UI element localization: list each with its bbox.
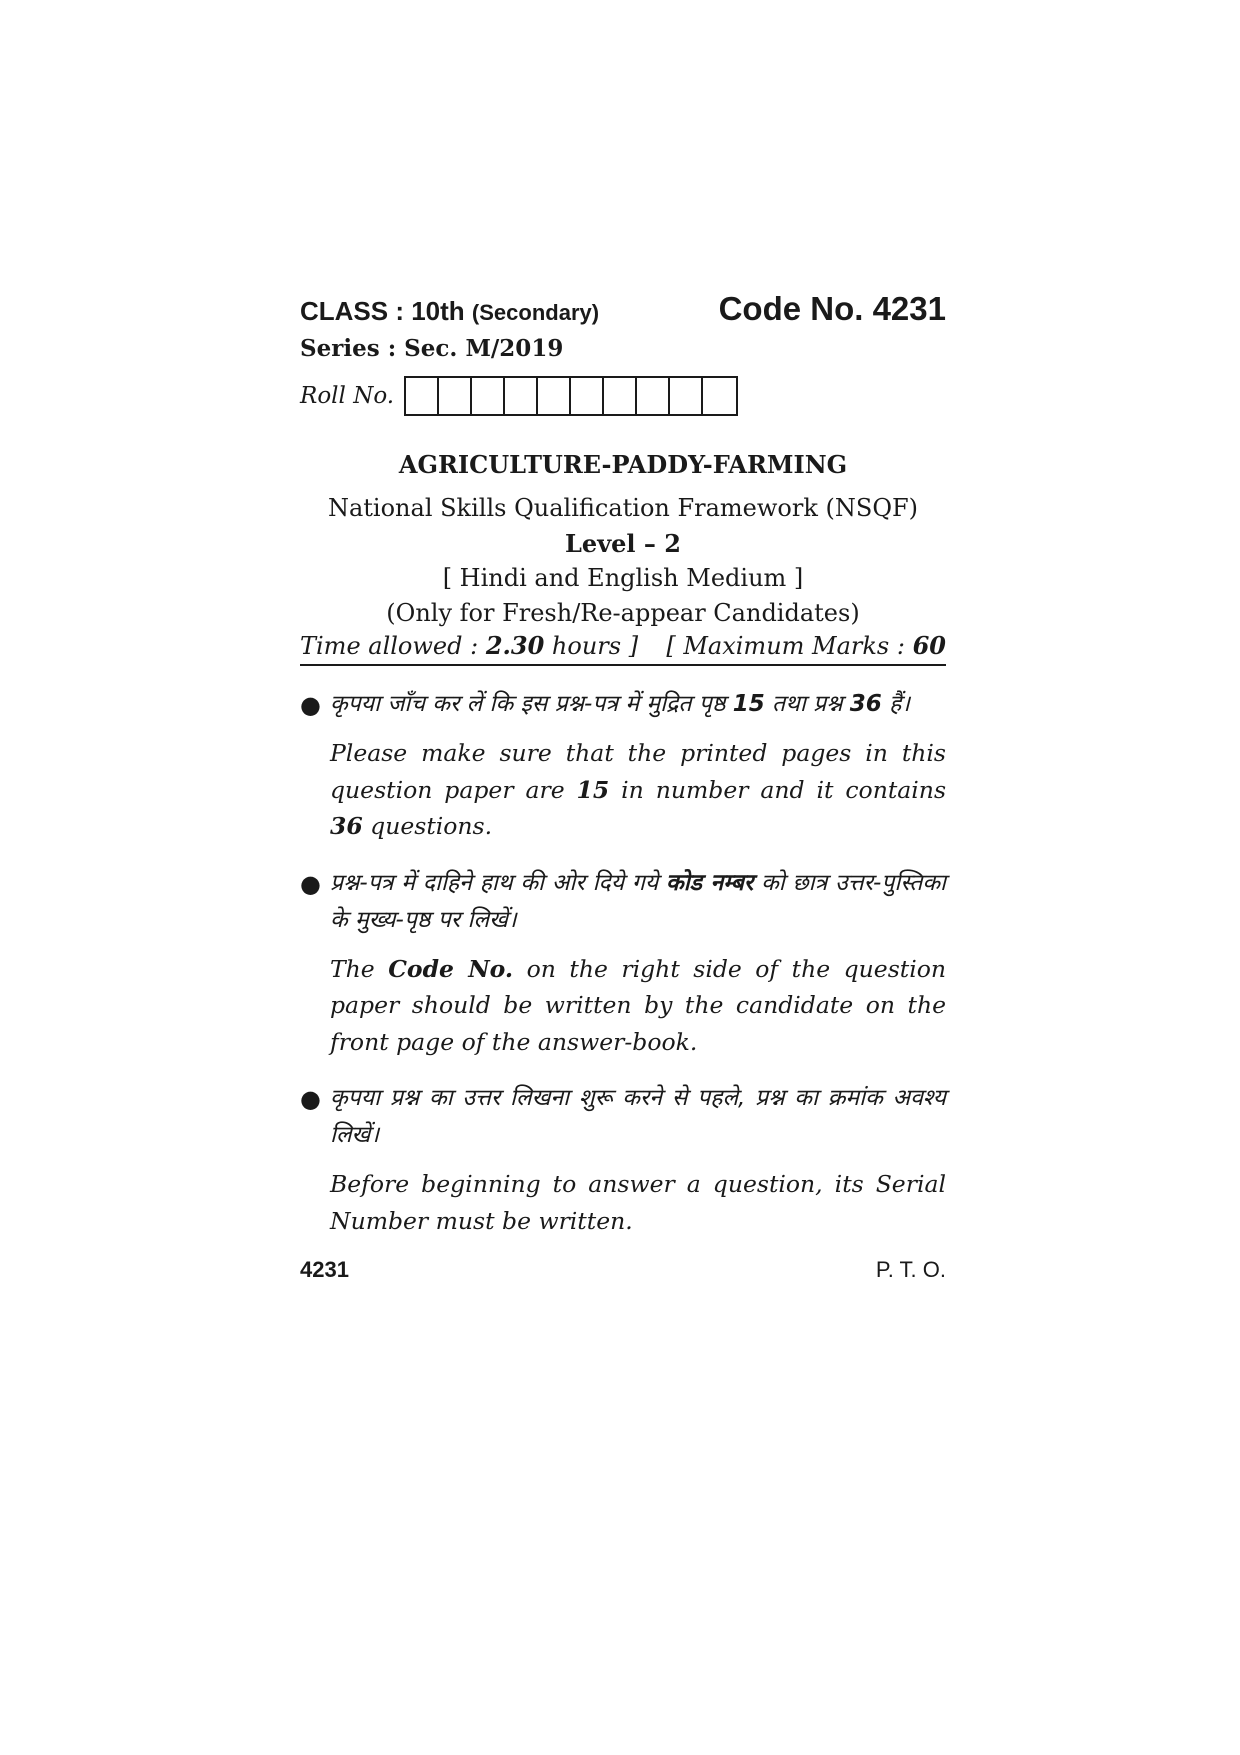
code-number: Code No. 4231 [718,290,946,327]
page-footer [300,1257,946,1283]
time-marks-row [300,631,946,666]
instruction-hindi: कृपया जाँच कर लें कि इस प्रश्न-पत्र में मुद्रित पृष्ठ 15 तथा प्रश्न 36 हैं। [330,691,911,717]
bullet-icon: ● [300,1085,321,1113]
instruction-english: Before beginning to answer a question, its Serial Number must be written. [330,1170,946,1235]
roll-number-box[interactable] [703,378,736,414]
instruction-english: The Code No. on the right side of the question paper should be written by the candidate on the front page of the answer-book. [330,954,946,1056]
class-text: CLASS : 10th [300,296,465,326]
roll-number-box[interactable] [538,378,571,414]
level-line: Level – 2 [565,529,681,558]
instruction-item [300,1080,946,1239]
time-allowed: Time allowed : 2.30 hours ] [300,631,639,660]
instruction-hindi: कृपया प्रश्न का उत्तर लिखना शुरू करने से पहले, प्रश्न का क्रमांक अवश्य लिखें। [330,1085,946,1148]
framework-line: National Skills Qualification Framework (NSQF) [327,494,919,522]
roll-number-row [300,376,946,416]
subject-title: AGRICULTURE-PADDY-FARMING [398,450,848,479]
bullet-icon: ● [300,691,321,719]
roll-number-box[interactable] [505,378,538,414]
instruction-hindi: प्रश्न-पत्र में दाहिने हाथ की ओर दिये गये कोड नम्बर को छात्र उत्तर-पुस्तिका के मुख्य-पृष्ठ पर लिखें। [330,869,946,933]
roll-label: Roll No. [300,383,395,409]
roll-number-box[interactable] [637,378,670,414]
bullet-icon: ● [300,869,321,898]
time-value: 2.30 [485,631,545,660]
pto-label: P. T. O. [875,1257,946,1282]
class-label [300,296,599,327]
footer-code: 4231 [300,1257,349,1282]
instruction-english: Please make sure that the printed pages in this question paper are 15 in number and it contains 36 questions. [330,739,947,840]
roll-number-box[interactable] [472,378,505,414]
medium-line: [ Hindi and English Medium ] [442,564,804,592]
instruction-item [300,686,946,845]
roll-number-box[interactable] [439,378,472,414]
header-row [300,290,946,332]
class-sub: (Secondary) [471,300,600,325]
question-paper-cover [300,290,946,1283]
roll-number-box[interactable] [670,378,703,414]
roll-number-boxes [404,376,738,416]
roll-number-box[interactable] [604,378,637,414]
marks-value: 60 [912,631,946,660]
candidates-line: (Only for Fresh/Re-appear Candidates) [386,599,860,627]
maximum-marks: [ Maximum Marks : 60 [666,631,946,660]
series-label: Series : Sec. M/2019 [300,335,564,362]
roll-number-box[interactable] [406,378,439,414]
instruction-item [300,865,946,1061]
roll-number-box[interactable] [571,378,604,414]
